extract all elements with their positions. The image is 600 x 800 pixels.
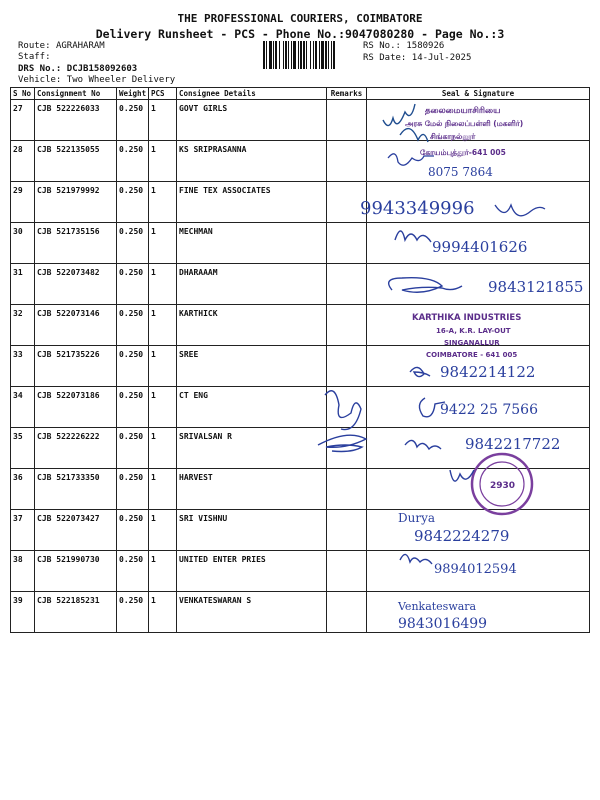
table-row — [11, 469, 590, 510]
cell-weight: 0.250 — [117, 141, 149, 182]
rs-date-value: 14-Jul-2025 — [411, 53, 472, 63]
col-header-pcs: PCS — [149, 88, 177, 100]
cell-weight: 0.250 — [117, 182, 149, 223]
cell-consignee: FINE TEX ASSOCIATES — [177, 182, 327, 223]
cell-sno: 35 — [11, 428, 35, 469]
cell-consignee: GOVT GIRLS — [177, 100, 327, 141]
rs-date-label: RS Date: — [363, 53, 407, 63]
cell-sno: 34 — [11, 387, 35, 428]
cell-consignment: CJB 522226222 — [35, 428, 117, 469]
cell-sno: 39 — [11, 592, 35, 633]
cell-consignee: VENKATESWARAN S — [177, 592, 327, 633]
stamp-line: COIMBATORE - 641 005 — [426, 351, 518, 359]
vehicle-label: Vehicle: — [18, 75, 62, 85]
handwritten-name: Durya — [398, 511, 436, 525]
handwritten-phone: 9843121855 — [488, 278, 584, 296]
cell-sno: 29 — [11, 182, 35, 223]
cell-signature — [367, 469, 590, 510]
cell-consignee: HARVEST — [177, 469, 327, 510]
cell-remarks — [327, 346, 367, 387]
cell-consignee: KS SRIPRASANNA — [177, 141, 327, 182]
company-title: THE PROFESSIONAL COURIERS, COIMBATORE — [177, 12, 423, 25]
cell-remarks — [327, 223, 367, 264]
seal-number: 2930 — [490, 481, 516, 491]
cell-remarks — [327, 264, 367, 305]
cell-signature — [367, 551, 590, 592]
cell-weight: 0.250 — [117, 305, 149, 346]
cell-remarks — [327, 510, 367, 551]
cell-consignment: CJB 522135055 — [35, 141, 117, 182]
barcode-bar — [335, 41, 338, 69]
cell-remarks — [327, 305, 367, 346]
handwritten-name: Venkateswara — [398, 600, 477, 613]
cell-consignee: DHARAAAM — [177, 264, 327, 305]
col-header-sno: S No — [11, 88, 35, 100]
cell-signature — [367, 223, 590, 264]
cell-pcs: 1 — [149, 469, 177, 510]
cell-remarks — [327, 141, 367, 182]
handwritten-phone: 9842224279 — [414, 527, 510, 545]
cell-signature — [367, 264, 590, 305]
cell-remarks — [327, 387, 367, 428]
table-row — [11, 305, 590, 346]
stamp-line: KARTHIKA INDUSTRIES — [412, 313, 522, 323]
stamp-line: 16-A, K.R. LAY-OUT — [436, 327, 511, 335]
col-header-consignment: Consignment No — [35, 88, 117, 100]
cell-remarks — [327, 182, 367, 223]
cell-weight: 0.250 — [117, 428, 149, 469]
route-label: Route: — [18, 41, 51, 51]
handwritten-phone: 9994401626 — [432, 238, 528, 256]
cell-sno: 27 — [11, 100, 35, 141]
col-header-weight: Weight — [117, 88, 149, 100]
table-row — [11, 100, 590, 141]
cell-remarks — [327, 592, 367, 633]
cell-weight: 0.250 — [117, 387, 149, 428]
cell-consignee: KARTHICK — [177, 305, 327, 346]
col-header-remarks: Remarks — [327, 88, 367, 100]
cell-consignee: CT ENG — [177, 387, 327, 428]
handwritten-note: 8075 7864 — [428, 165, 493, 179]
stamp-line: அரசு மேல் நிலைப்பள்ளி (மகளிர்) — [405, 119, 524, 128]
cell-consignee: SREE — [177, 346, 327, 387]
cell-pcs: 1 — [149, 346, 177, 387]
cell-consignment: CJB 522226033 — [35, 100, 117, 141]
drs-value: DCJB158092603 — [66, 64, 138, 74]
cell-sno: 28 — [11, 141, 35, 182]
cell-remarks — [327, 100, 367, 141]
cell-pcs: 1 — [149, 223, 177, 264]
stamp-line: SINGANALLUR — [444, 339, 500, 347]
cell-consignment: CJB 521735226 — [35, 346, 117, 387]
cell-remarks — [327, 469, 367, 510]
rs-no-line — [363, 41, 444, 52]
stamp-line: சிங்காநல்லூர் — [430, 132, 476, 141]
drs-line — [18, 64, 137, 75]
cell-consignment: CJB 522073427 — [35, 510, 117, 551]
cell-signature — [367, 592, 590, 633]
table-row — [11, 346, 590, 387]
handwritten-phone: 9422 25 7566 — [440, 402, 538, 418]
cell-consignment: CJB 521733350 — [35, 469, 117, 510]
cell-consignment: CJB 521990730 — [35, 551, 117, 592]
cell-pcs: 1 — [149, 510, 177, 551]
table-row — [11, 223, 590, 264]
vehicle-value: Two Wheeler Delivery — [66, 75, 176, 85]
cell-sno: 36 — [11, 469, 35, 510]
cell-signature — [367, 428, 590, 469]
cell-remarks — [327, 551, 367, 592]
cell-sno: 30 — [11, 223, 35, 264]
cell-weight: 0.250 — [117, 510, 149, 551]
cell-consignment: CJB 522073146 — [35, 305, 117, 346]
col-header-signature: Seal & Signature — [367, 88, 590, 100]
staff-label: Staff: — [18, 52, 51, 62]
table-row — [11, 592, 590, 633]
rs-no-label: RS No.: — [363, 41, 401, 51]
route-line — [18, 41, 105, 52]
drs-label: DRS No.: — [18, 64, 62, 74]
cell-pcs: 1 — [149, 182, 177, 223]
cell-weight: 0.250 — [117, 100, 149, 141]
handwritten-phone: 9842217722 — [465, 435, 561, 453]
cell-signature — [367, 141, 590, 182]
rs-no-value: 1580926 — [406, 41, 445, 51]
cell-pcs: 1 — [149, 387, 177, 428]
cell-pcs: 1 — [149, 100, 177, 141]
col-header-consignee: Consignee Details — [177, 88, 327, 100]
cell-weight: 0.250 — [117, 592, 149, 633]
cell-sno: 38 — [11, 551, 35, 592]
rs-date-line — [363, 53, 471, 64]
handwritten-phone: 9943349996 — [360, 198, 475, 219]
cell-sno: 33 — [11, 346, 35, 387]
table-row — [11, 510, 590, 551]
cell-pcs: 1 — [149, 305, 177, 346]
cell-weight: 0.250 — [117, 469, 149, 510]
table-row — [11, 141, 590, 182]
cell-consignee: SRIVALSAN R — [177, 428, 327, 469]
cell-consignment: CJB 522073186 — [35, 387, 117, 428]
handwritten-phone: 9842214122 — [440, 363, 536, 381]
cell-consignment: CJB 522185231 — [35, 592, 117, 633]
cell-consignee: SRI VISHNU — [177, 510, 327, 551]
cell-pcs: 1 — [149, 141, 177, 182]
cell-weight: 0.250 — [117, 264, 149, 305]
cell-pcs: 1 — [149, 264, 177, 305]
table-row — [11, 428, 590, 469]
handwritten-phone: 9894012594 — [434, 562, 517, 577]
cell-signature — [367, 305, 590, 346]
route-value: AGRAHARAM — [55, 41, 105, 51]
cell-consignee: MECHMAN — [177, 223, 327, 264]
staff-line — [18, 52, 51, 63]
cell-consignment: CJB 521735156 — [35, 223, 117, 264]
table-row — [11, 264, 590, 305]
cell-pcs: 1 — [149, 428, 177, 469]
cell-sno: 37 — [11, 510, 35, 551]
cell-weight: 0.250 — [117, 223, 149, 264]
cell-signature — [367, 100, 590, 141]
cell-pcs: 1 — [149, 592, 177, 633]
cell-consignment: CJB 521979992 — [35, 182, 117, 223]
cell-sno: 32 — [11, 305, 35, 346]
cell-pcs: 1 — [149, 551, 177, 592]
handwritten-phone: 9843016499 — [398, 616, 488, 632]
runsheet-subtitle: Delivery Runsheet - PCS - Phone No.:9047080280 - Page No.:3 — [95, 27, 505, 41]
table-row — [11, 551, 590, 592]
table-header-row — [11, 88, 590, 100]
barcode — [263, 41, 358, 69]
cell-signature — [367, 182, 590, 223]
stamp-line: கோயம்புத்தூர்-641 005 — [420, 148, 506, 157]
cell-signature — [367, 387, 590, 428]
cell-weight: 0.250 — [117, 346, 149, 387]
cell-consignee: UNITED ENTER PRIES — [177, 551, 327, 592]
cell-signature — [367, 510, 590, 551]
stamp-line: தலைமையாசிரியை — [425, 106, 501, 116]
cell-sno: 31 — [11, 264, 35, 305]
cell-remarks — [327, 428, 367, 469]
delivery-table — [10, 87, 590, 633]
cell-consignment: CJB 522073482 — [35, 264, 117, 305]
cell-weight: 0.250 — [117, 551, 149, 592]
vehicle-line — [18, 75, 175, 86]
table-row — [11, 182, 590, 223]
table-row — [11, 387, 590, 428]
cell-signature — [367, 346, 590, 387]
